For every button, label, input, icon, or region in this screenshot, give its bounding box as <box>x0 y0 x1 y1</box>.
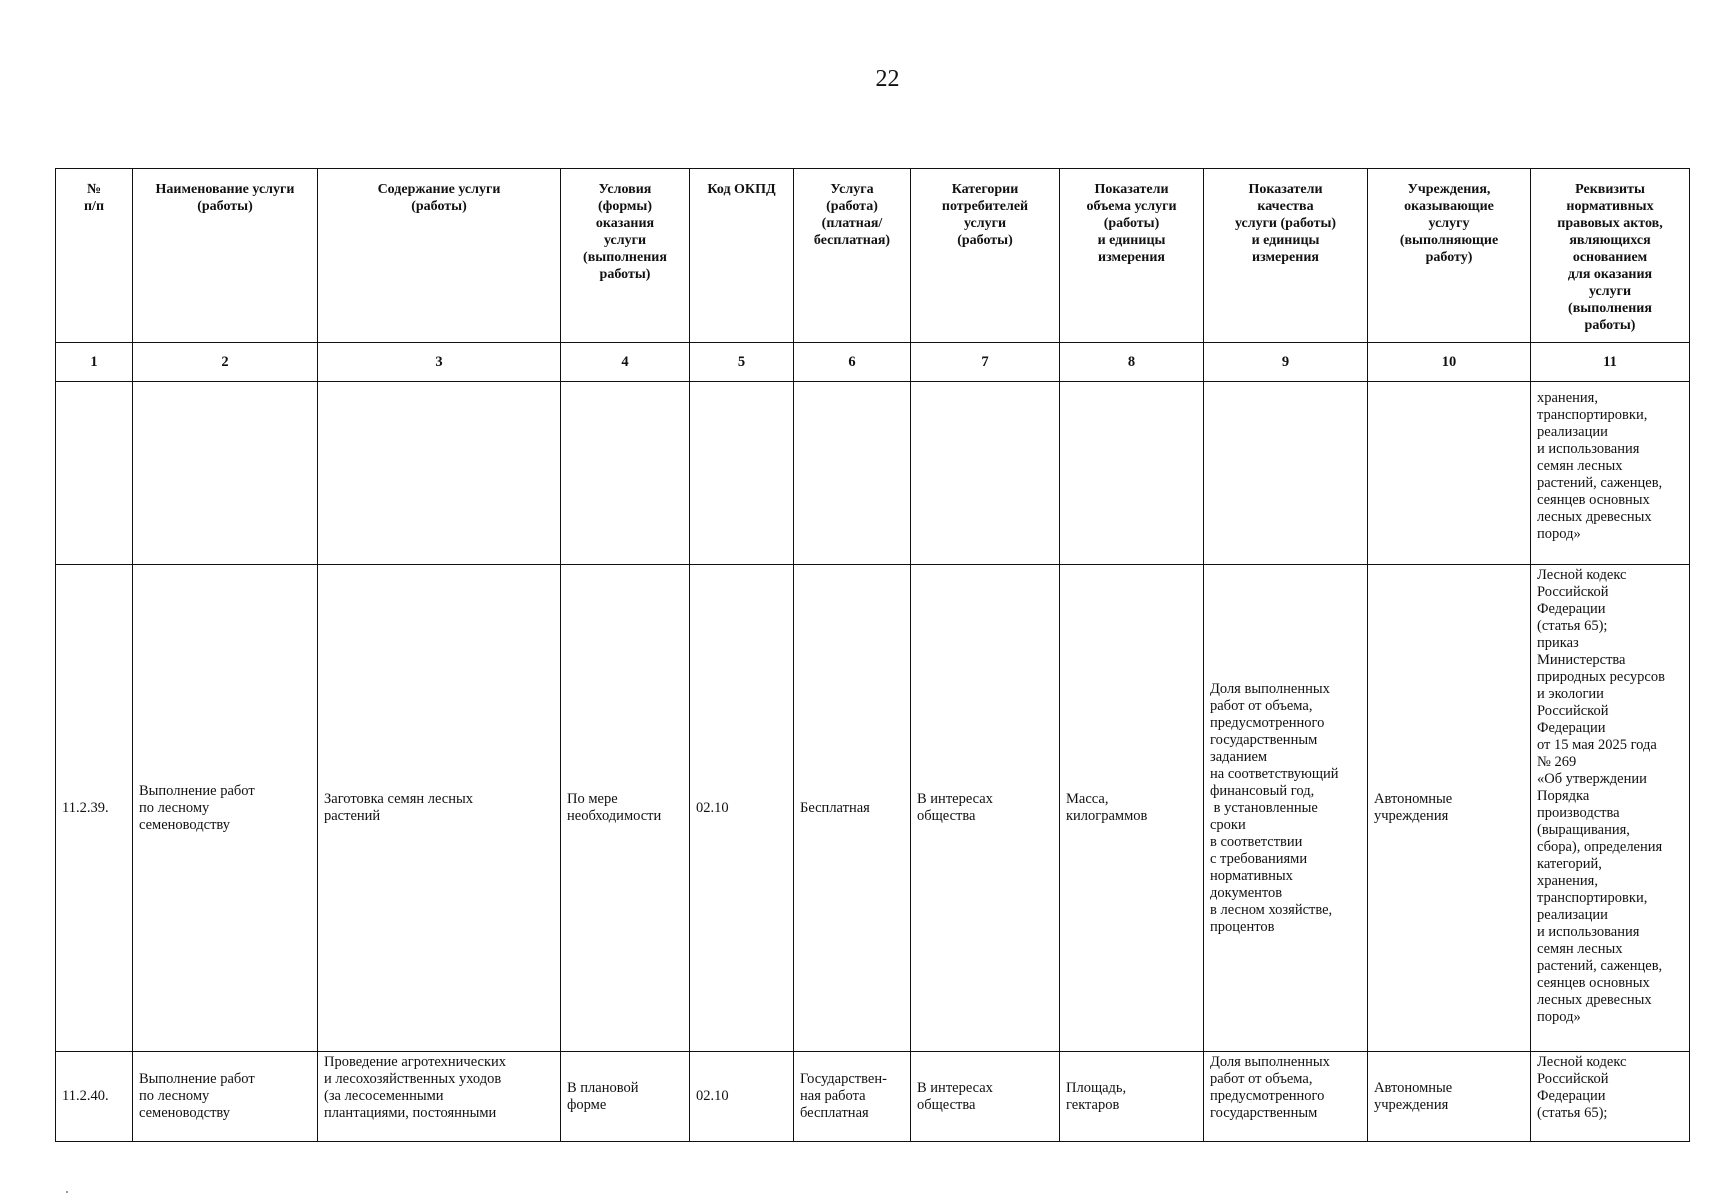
cell-line: (выполняющие <box>1399 233 1499 248</box>
cell-line: (работы) <box>957 233 1013 248</box>
table-cell <box>690 382 794 565</box>
cell-line: Порядка <box>1537 788 1590 804</box>
column-number: 5 <box>690 343 794 382</box>
cell-line: (выполнения <box>1568 301 1652 316</box>
table-cell <box>1060 382 1204 565</box>
column-number: 2 <box>133 343 318 382</box>
cell-line: Лесной кодекс <box>1537 567 1627 583</box>
cell-line: Категории <box>951 182 1019 197</box>
column-number: 10 <box>1368 343 1531 382</box>
cell-line: учреждения <box>1374 808 1449 824</box>
cell-line: объема услуги <box>1086 199 1177 214</box>
cell-line: В плановой <box>567 1079 639 1096</box>
column-number: 9 <box>1204 343 1368 382</box>
cell-line: услуги <box>963 216 1007 231</box>
cell-line: реализации <box>1537 907 1608 923</box>
cell-line: и единицы <box>1097 233 1166 248</box>
cell-line: общества <box>917 1096 976 1113</box>
cell-line: 02.10 <box>696 799 729 816</box>
cell-line: (выполнения <box>583 250 667 265</box>
cell-line: хранения, <box>1537 873 1598 889</box>
cell-line: хранения, <box>1537 390 1598 406</box>
cell-line: сроки <box>1210 816 1246 833</box>
cell-line: Автономные <box>1374 791 1453 807</box>
cell-line: природных ресурсов <box>1537 669 1665 685</box>
column-number: 7 <box>911 343 1060 382</box>
table-row <box>56 565 1690 1052</box>
table-cell <box>561 382 690 565</box>
quality-indicator-cell <box>1204 565 1368 1052</box>
cell-line: (формы) <box>597 199 653 214</box>
cell-line: учреждения <box>1374 1096 1449 1113</box>
cell-line: Показатели <box>1248 182 1323 197</box>
header-cell <box>1060 169 1204 343</box>
column-number-row <box>56 343 1690 382</box>
column-number: 3 <box>318 343 561 382</box>
cell-line: (платная/ <box>821 216 883 231</box>
cell-line: нормативных <box>1210 867 1293 884</box>
cell-line: работ от объема, <box>1210 697 1313 714</box>
cell-line: потребителей <box>941 199 1029 214</box>
cell-line: оказания <box>595 216 655 231</box>
cell-line: Заготовка семян лесных <box>324 791 473 807</box>
cell-line: плантациями, постоянными <box>324 1105 497 1121</box>
scan-artifact <box>66 1191 68 1193</box>
cell-line: (за лесосеменными <box>324 1088 444 1104</box>
paid-free-cell <box>794 1052 911 1142</box>
service-content-cell <box>318 1052 561 1142</box>
cell-line: Показатели <box>1094 182 1169 197</box>
cell-line: Российской <box>1537 703 1609 719</box>
cell-line: работы) <box>1584 318 1636 333</box>
cell-line: документов <box>1210 884 1283 901</box>
cell-line: Федерации <box>1537 1088 1606 1104</box>
cell-line: сеянцев основных <box>1537 492 1650 508</box>
cell-line: государственным <box>1210 731 1318 748</box>
cell-line: реализации <box>1537 424 1608 440</box>
cell-line: № 269 <box>1537 754 1577 770</box>
okpd-code-cell <box>690 1052 794 1142</box>
cell-line: семян лесных <box>1537 941 1623 957</box>
cell-line: семян лесных <box>1537 458 1623 474</box>
cell-line: Реквизиты <box>1575 182 1645 197</box>
volume-indicator-cell <box>1060 1052 1204 1142</box>
cell-line: производства <box>1537 805 1620 821</box>
cell-line: Федерации <box>1537 720 1606 736</box>
table-cell <box>1368 382 1531 565</box>
quality-indicator-cell <box>1204 1052 1368 1142</box>
cell-line: с требованиями <box>1210 850 1308 867</box>
cell-line: сеянцев основных <box>1537 975 1650 991</box>
consumer-category-cell <box>911 1052 1060 1142</box>
table-cell <box>318 382 561 565</box>
cell-line: п/п <box>83 199 105 214</box>
table-cell <box>794 382 911 565</box>
cell-line: заданием <box>1210 748 1268 765</box>
item-number-cell <box>56 565 133 1052</box>
service-name-cell <box>133 565 318 1052</box>
cell-line: Автономные <box>1374 1079 1453 1096</box>
column-number: 6 <box>794 343 911 382</box>
cell-line: для оказания <box>1567 267 1653 282</box>
cell-line: оказывающие <box>1404 199 1494 214</box>
header-cell <box>1368 169 1531 343</box>
cell-line: № <box>86 182 102 197</box>
legal-acts-cell <box>1531 382 1690 565</box>
volume-indicator-cell <box>1060 565 1204 1052</box>
cell-line: транспортировки, <box>1537 407 1648 423</box>
cell-line: бесплатная <box>800 1105 869 1121</box>
cell-line: работы) <box>599 267 651 282</box>
service-name-cell <box>133 1052 318 1142</box>
cell-line: Учреждения, <box>1407 182 1491 197</box>
cell-line: Бесплатная <box>800 799 870 816</box>
cell-line: (работы) <box>1103 216 1160 231</box>
column-number: 1 <box>56 343 133 382</box>
cell-line: по лесному <box>139 1088 210 1104</box>
cell-line: услугу <box>1428 216 1470 231</box>
cell-line: Наименование услуги <box>155 182 295 197</box>
cell-line: пород» <box>1537 526 1581 542</box>
cell-line: Площадь, <box>1066 1079 1127 1096</box>
cell-line: правовых актов, <box>1557 216 1663 231</box>
cell-line: являющихся <box>1569 233 1651 248</box>
cell-line: Лесной кодекс <box>1537 1054 1627 1070</box>
table-header-row <box>56 169 1690 343</box>
cell-line: Проведение агротехнических <box>324 1054 506 1070</box>
cell-line: от 15 мая 2025 года <box>1537 737 1657 753</box>
cell-line: Условия <box>598 182 652 197</box>
institution-cell <box>1368 565 1531 1052</box>
header-cell <box>318 169 561 343</box>
cell-line: (работы) <box>411 199 467 214</box>
table-cell <box>911 382 1060 565</box>
cell-line: Министерства <box>1537 652 1626 668</box>
cell-line: По мере <box>567 791 618 807</box>
cell-line: качества <box>1257 199 1314 214</box>
cell-line: на соответствующий <box>1210 765 1339 782</box>
cell-line: и использования <box>1537 441 1640 457</box>
cell-line: работ от объема, <box>1210 1071 1313 1087</box>
cell-line: Код ОКПД <box>707 182 776 197</box>
cell-line: растений <box>324 808 381 824</box>
table-row <box>56 382 1690 565</box>
cell-line: и экологии <box>1537 686 1604 702</box>
header-cell <box>690 169 794 343</box>
cell-line: лесных древесных <box>1537 992 1652 1008</box>
cell-line: бесплатная) <box>813 233 891 248</box>
cell-line: килограммов <box>1066 808 1148 824</box>
cell-line: основанием <box>1572 250 1648 265</box>
header-cell <box>56 169 133 343</box>
services-table <box>55 168 1690 1142</box>
cell-line: работу) <box>1425 250 1473 265</box>
column-number: 4 <box>561 343 690 382</box>
cell-line: Российской <box>1537 1071 1609 1087</box>
cell-line: Масса, <box>1066 791 1109 807</box>
cell-line: и лесохозяйственных уходов <box>324 1071 502 1087</box>
cell-line: Услуга <box>830 182 874 197</box>
cell-line: растений, саженцев, <box>1537 958 1663 974</box>
column-number: 11 <box>1531 343 1690 382</box>
cell-line: (работа) <box>826 199 878 214</box>
consumer-category-cell <box>911 565 1060 1052</box>
cell-line: семеноводству <box>139 1105 231 1121</box>
cell-line: (статья 65); <box>1537 618 1608 634</box>
cell-line: форме <box>567 1096 607 1113</box>
cell-line: предусмотренного <box>1210 1088 1325 1104</box>
cell-line: Содержание услуги <box>377 182 501 197</box>
cell-line: (выращивания, <box>1537 822 1630 838</box>
table-row <box>56 1052 1690 1142</box>
cell-line: 11.2.40. <box>62 1088 109 1104</box>
paid-free-cell <box>794 565 911 1052</box>
legal-acts-cell <box>1531 565 1690 1052</box>
conditions-cell <box>561 1052 690 1142</box>
cell-line: приказ <box>1537 635 1579 651</box>
cell-line: (статья 65); <box>1537 1105 1608 1121</box>
cell-line: и использования <box>1537 924 1640 940</box>
table-cell <box>133 382 318 565</box>
okpd-code-cell <box>690 565 794 1052</box>
cell-line: Федерации <box>1537 601 1606 617</box>
cell-line: В интересах <box>917 791 993 807</box>
cell-line: пород» <box>1537 1009 1581 1025</box>
cell-line: гектаров <box>1066 1096 1120 1113</box>
cell-line: нормативных <box>1566 199 1654 214</box>
header-cell <box>561 169 690 343</box>
header-cell <box>911 169 1060 343</box>
conditions-cell <box>561 565 690 1052</box>
cell-line: необходимости <box>567 808 662 824</box>
cell-line: Государствен- <box>800 1071 887 1087</box>
cell-line: в установленные <box>1210 799 1318 816</box>
cell-line: растений, саженцев, <box>1537 475 1663 491</box>
cell-line: в лесном хозяйстве, <box>1210 901 1333 918</box>
legal-acts-cell <box>1531 1052 1690 1142</box>
cell-line: Доля выполненных <box>1210 680 1330 697</box>
header-cell <box>794 169 911 343</box>
cell-line: и единицы <box>1251 233 1320 248</box>
cell-line: Доля выполненных <box>1210 1054 1330 1070</box>
cell-line: (работы) <box>197 199 253 214</box>
cell-line: по лесному <box>139 799 210 816</box>
cell-line: лесных древесных <box>1537 509 1652 525</box>
header-cell <box>133 169 318 343</box>
cell-line: Выполнение работ <box>139 1071 255 1087</box>
cell-line: измерения <box>1098 250 1165 265</box>
cell-line: 11.2.39. <box>62 799 109 816</box>
cell-line: В интересах <box>917 1079 993 1096</box>
cell-line: категорий, <box>1537 856 1602 872</box>
cell-line: услуги <box>603 233 647 248</box>
table-cell <box>56 382 133 565</box>
cell-line: 02.10 <box>696 1088 729 1104</box>
cell-line: ная работа <box>800 1088 866 1104</box>
cell-line: в соответствии <box>1210 833 1303 850</box>
cell-line: процентов <box>1210 918 1275 935</box>
cell-line: «Об утверждении <box>1537 771 1647 787</box>
cell-line: государственным <box>1210 1105 1318 1121</box>
institution-cell <box>1368 1052 1531 1142</box>
column-number: 8 <box>1060 343 1204 382</box>
service-content-cell <box>318 565 561 1052</box>
cell-line: сбора), определения <box>1537 839 1663 855</box>
cell-line: услуги <box>1588 284 1632 299</box>
cell-line: общества <box>917 808 976 824</box>
page-number: 22 <box>875 66 900 92</box>
cell-line: Российской <box>1537 584 1609 600</box>
cell-line: финансовый год, <box>1210 782 1315 799</box>
cell-line: предусмотренного <box>1210 714 1325 731</box>
table-cell <box>1204 382 1368 565</box>
cell-line: семеноводству <box>139 816 231 833</box>
header-cell <box>1531 169 1690 343</box>
header-cell <box>1204 169 1368 343</box>
cell-line: транспортировки, <box>1537 890 1648 906</box>
cell-line: Выполнение работ <box>139 782 255 799</box>
cell-line: измерения <box>1252 250 1319 265</box>
cell-line: услуги (работы) <box>1234 216 1337 231</box>
item-number-cell <box>56 1052 133 1142</box>
